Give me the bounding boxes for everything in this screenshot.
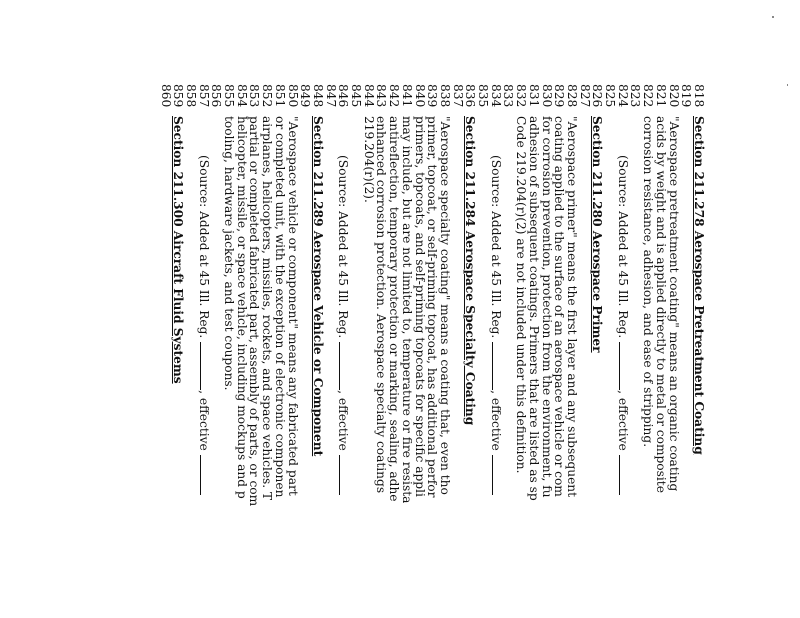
fill-in-blank	[200, 342, 210, 390]
line-number: 847	[323, 84, 338, 108]
scan-speck	[772, 16, 774, 18]
line-number: 843	[374, 84, 389, 108]
line-number: 820	[666, 84, 681, 108]
line-number: 819	[679, 84, 694, 108]
fill-in-blank	[200, 455, 210, 495]
line-number: 832	[514, 84, 529, 108]
line-number: 849	[298, 84, 313, 108]
line-number: 857	[196, 84, 211, 108]
line-number: 839	[425, 84, 440, 108]
line-text: may include, but are not limited to, temperature or fire resista	[399, 116, 414, 504]
line-text: acids by weight and is applied directly to metal or composite	[653, 116, 668, 493]
line-text: Section 211.289 Aerospace Vehicle or Component	[311, 116, 325, 457]
line-text: "Aerospace vehicle or component" means any fabricated part	[285, 116, 300, 496]
line-text: "Aerospace primer" means the first layer and any subsequent	[565, 116, 579, 498]
line-number: 841	[399, 84, 414, 108]
line-number: 831	[526, 84, 541, 108]
body-line	[528, 116, 540, 501]
source-note	[198, 155, 210, 495]
section-heading	[172, 116, 184, 384]
fill-in-blank	[492, 455, 502, 495]
section-heading	[312, 116, 324, 456]
fill-in-blank	[619, 342, 629, 390]
fill-in-blank	[492, 342, 502, 390]
line-text: (Source: Added at 45 Ill. Reg.	[196, 155, 211, 343]
line-text: or completed unit, with the exception of electronic componen	[272, 116, 287, 498]
line-text: corrosion resistance, adhesion, and ease of stripping.	[641, 116, 656, 448]
fill-in-blank	[619, 455, 629, 495]
line-number: 818	[692, 84, 706, 108]
body-line	[668, 116, 680, 491]
source-note	[490, 155, 502, 495]
body-line	[642, 116, 654, 447]
line-number: 858	[184, 84, 198, 108]
body-line	[426, 116, 438, 497]
line-suffix: , effective	[196, 390, 211, 451]
line-number: 842	[387, 84, 402, 108]
body-line	[439, 116, 451, 495]
line-number: 846	[336, 84, 351, 108]
fill-in-blank	[339, 455, 349, 495]
line-text: 219.204(r)(2).	[361, 116, 376, 203]
line-number: 837	[450, 84, 465, 108]
line-number: 830	[539, 84, 554, 108]
line-text: Section 211.284 Aerospace Specialty Coating	[463, 116, 478, 426]
section-heading	[591, 116, 603, 353]
fill-in-blank	[339, 342, 349, 390]
scan-speck	[787, 84, 788, 86]
line-text: primer, topcoat, or self-priming topcoat, has additional perfor	[425, 116, 440, 498]
line-number: 822	[641, 84, 656, 108]
line-number: 834	[488, 84, 503, 108]
line-text: Section 211.280 Aerospace Primer	[590, 116, 605, 353]
line-number: 828	[565, 84, 579, 108]
body-line	[261, 116, 273, 500]
line-number: 851	[272, 84, 287, 108]
line-number: 838	[438, 84, 452, 108]
line-number: 850	[285, 84, 300, 108]
body-line	[655, 116, 667, 493]
line-number: 860	[158, 84, 173, 108]
body-line	[236, 116, 248, 499]
line-number: 859	[171, 84, 186, 108]
line-number: 854	[234, 84, 249, 108]
section-heading	[693, 116, 705, 455]
line-text: (Source: Added at 45 Ill. Reg.	[336, 155, 351, 343]
line-number: 848	[311, 84, 325, 108]
body-line	[274, 116, 286, 497]
line-number: 845	[349, 84, 364, 108]
line-suffix: , effective	[488, 390, 503, 451]
line-number: 840	[412, 84, 427, 108]
section-heading	[464, 116, 476, 425]
line-number: 823	[628, 84, 643, 108]
line-number: 836	[463, 84, 478, 108]
line-number: 826	[590, 84, 605, 108]
body-line	[363, 116, 375, 203]
line-suffix: , effective	[336, 390, 351, 451]
line-number: 835	[476, 84, 491, 108]
source-note	[617, 155, 629, 495]
body-line	[553, 116, 565, 497]
line-text: partial or completed fabricated part, assembly of parts, or com	[247, 116, 262, 507]
line-text: Section 211.278 Aerospace Pretreatment Coating	[692, 116, 706, 455]
line-text: Code 219.204(r)(2) are not included under this definition.	[514, 116, 529, 474]
line-text: enhanced corrosion protection. Aerospace specialty coatings	[374, 116, 389, 494]
line-number: 829	[552, 84, 567, 108]
line-number: 844	[361, 84, 376, 108]
line-text: (Source: Added at 45 Ill. Reg.	[488, 155, 503, 343]
line-number: 852	[260, 84, 275, 108]
line-number: 855	[222, 84, 237, 108]
body-line	[515, 116, 527, 474]
source-note	[337, 155, 349, 495]
body-line	[414, 116, 426, 497]
line-text: primers, topcoats, and self-priming topcoats for specific appli	[412, 116, 427, 497]
line-number: 853	[247, 84, 262, 108]
line-text: antireflection, temporary protection or marking, sealing, adhe	[387, 116, 402, 502]
body-line	[249, 116, 261, 506]
line-text: "Aerospace specialty coating" means a coating that, even tho	[438, 116, 452, 495]
body-line	[388, 116, 400, 502]
body-line	[401, 116, 413, 503]
line-number: 856	[209, 84, 224, 108]
line-number: 825	[603, 84, 618, 108]
line-number: 824	[615, 84, 630, 108]
line-text: tooling, hardware jackets, and test coupons.	[222, 116, 237, 391]
line-text: coating applied to the surface of an aerospace vehicle or com	[552, 116, 567, 497]
body-line	[287, 116, 299, 496]
line-text: airplanes, helicopters, missiles, rockets, and space vehicles. T	[260, 116, 275, 501]
line-suffix: , effective	[615, 390, 630, 451]
line-number: 827	[577, 84, 592, 108]
line-number: 821	[653, 84, 668, 108]
line-text: for corrosion prevention, protection from the environment, fu	[539, 116, 554, 498]
body-line	[566, 116, 578, 497]
body-line	[376, 116, 388, 493]
line-text: "Aerospace pretreatment coating" means an organic coating	[666, 116, 681, 492]
line-text: helicopter, missile, or space vehicle, including mockups and p	[234, 116, 249, 499]
line-number: 833	[501, 84, 516, 108]
body-line	[223, 116, 235, 391]
line-text: adhesion of subsequent coatings. Primers that are listed as sp	[526, 116, 541, 501]
line-text: (Source: Added at 45 Ill. Reg.	[615, 155, 630, 343]
line-text: Section 211.300 Aircraft Fluid Systems	[171, 116, 186, 384]
body-line	[541, 116, 553, 498]
